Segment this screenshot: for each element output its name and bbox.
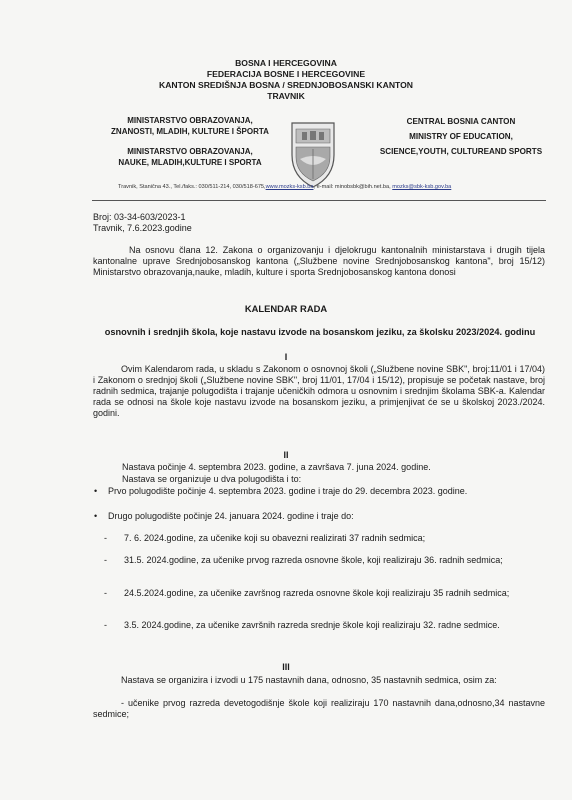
dash-icon: - (104, 555, 107, 565)
ministry-en-line1: CENTRAL BOSNIA CANTON (406, 117, 516, 126)
ministry-en-line2: MINISTRY OF EDUCATION, (409, 132, 513, 141)
section-1-paragraph: Ovim Kalendarom rada, u skladu s Zakonom o osnovnoj školi („Službene novine SBK", broj:11/01 i 17/04) i Zakonom o srednjoj školi („Službene novine SBK", broj 11/01, 17/04 i 15/12), propisuje se početak nastave, broj radnih sedmica, trajanje polugodišta i trajanje učeničkih odmora u osnovnim i srednjim školama SBK-a. Kalendar rada se odnosi na škole koje nastavu izvode na bosanskom jeziku, a primjenjivat će se u školskoj 2023./2024. godini. (93, 364, 545, 418)
ministry-bs-line2: NAUKE, MLADIH,KULTURE I SPORTA (118, 158, 262, 167)
dash-icon: - (104, 533, 107, 543)
header-country: BOSNA I HERCEGOVINA (235, 58, 337, 68)
end-date-item-4: 3.5. 2024.godine, za učenike završnih razreda srednje škole koji realiziraju 32. radne sedmice. (124, 620, 500, 630)
document-number: Broj: 03-34-603/2023-1 (93, 212, 186, 222)
first-semester-item: Prvo polugodište počinje 4. septembra 2023. godine i traje do 29. decembra 2023. godine. (108, 486, 468, 496)
dash-icon: - (104, 588, 107, 598)
document-title: KALENDAR RADA (244, 303, 328, 314)
contact-line (118, 184, 538, 191)
intro-paragraph: Na osnovu člana 12. Zakona o organizovanju i djelokrugu kantonalnih ministarstava i drugih tijela kantonalne uprave Srednjobosanskog kantona („Službene novine Srednjobosanskog kantona", broj 15/12) Ministarstvo obrazovanja,nauke, mladih, kulture i sporta Srednjobosanskog kantona donosi (93, 245, 545, 277)
section-2-start: Nastava počinje 4. septembra 2023. godine, a završava 7. juna 2024. godine. (122, 462, 431, 472)
ministry-hr-line2: ZNANOSTI, MLADIH, KULTURE I ŠPORTA (111, 127, 269, 136)
bullet-icon: • (94, 486, 98, 496)
end-date-item-1: 7. 6. 2024.godine, za učenike koji su obavezni realizirati 37 radnih sedmica; (124, 533, 426, 543)
contact-address: Travnik, Stanična 43., Tel./faks.: 030/511-214, 030/518-675, (118, 184, 266, 190)
ministry-en-line3: SCIENCE,YOUTH, CULTUREAND SPORTS (379, 147, 543, 156)
section-3-exception: - učenike prvog razreda devetogodišnje škole koji realiziraju 170 nastavnih dana,odnosno,34 nastavne sedmice; (93, 698, 545, 719)
email-link[interactable]: mozks@sbk-ksb.gov.ba (392, 184, 452, 190)
document-subtitle: osnovnih i srednjih škola, koje nastavu izvode na bosanskom jeziku, za školsku 2023/2024. godinu (104, 327, 536, 337)
header-canton: KANTON SREDIŠNJA BOSNA / SREDNJOBOSANSKI KANTON (158, 80, 414, 90)
section-3-number: III (282, 662, 290, 672)
header-city: TRAVNIK (267, 91, 305, 101)
canton-coat-of-arms-icon (282, 115, 344, 191)
second-semester-item: Drugo polugodište počinje 24. januara 2024. godine i traje do: (108, 511, 354, 521)
website-link[interactable]: www.mozks-ksb.ba (265, 184, 314, 190)
header-divider (92, 200, 546, 201)
ministry-bs-line1: MINISTARSTVO OBRAZOVANJA, (127, 147, 253, 156)
end-date-item-3: 24.5.2024.godine, za učenike završnog razreda osnovne škole koji realiziraju 35 radnih sedmica; (124, 588, 510, 598)
bullet-icon: • (94, 511, 98, 521)
dash-icon: - (104, 620, 107, 630)
document-date: Travnik, 7.6.2023.godine (93, 223, 192, 233)
section-3-paragraph: Nastava se organizira i izvodi u 175 nastavnih dana, odnosno, 35 nastavnih sedmica, osim za: (121, 675, 497, 685)
section-2-semesters: Nastava se organizuje u dva polugodišta i to: (122, 474, 302, 484)
header-federation: FEDERACIJA BOSNE I HERCEGOVINE (206, 69, 366, 79)
ministry-hr-line1: MINISTARSTVO OBRAZOVANJA, (127, 116, 253, 125)
end-date-item-2: 31.5. 2024.godine, za učenike prvog razreda osnovne škole, koji realiziraju 36. radnih sedmica; (124, 555, 503, 565)
section-2-number: II (283, 450, 289, 460)
contact-email: , e-mail: minobsbk@bih.net.ba, (313, 184, 391, 190)
section-1-number: I (284, 352, 288, 362)
